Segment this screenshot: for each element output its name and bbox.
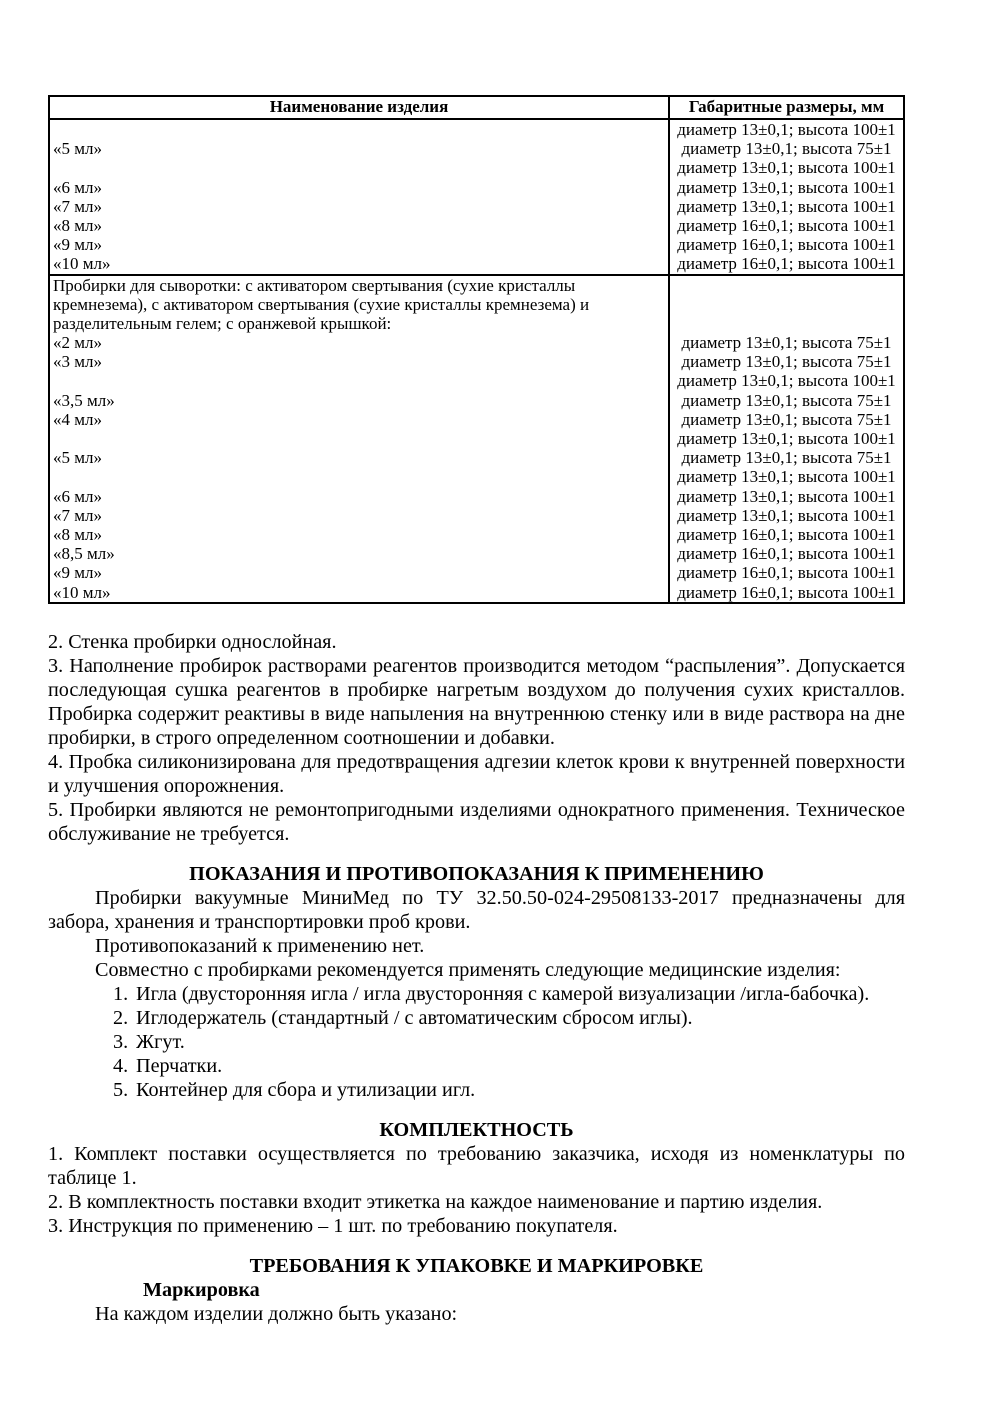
dimensions-cell	[668, 314, 903, 333]
dimensions-cell: диаметр 16±0,1; высота 100±1	[668, 544, 903, 563]
dimensions-cell: диаметр 16±0,1; высота 100±1	[668, 235, 903, 254]
dimensions-cell: диаметр 13±0,1; высота 100±1	[668, 467, 903, 486]
document-body	[48, 630, 905, 1326]
dimensions-cell: диаметр 13±0,1; высота 100±1	[668, 506, 903, 525]
list-item-number: 2.	[113, 1006, 129, 1029]
list-item-number: 5.	[113, 1078, 129, 1101]
product-name-cell: «10 мл»	[53, 254, 111, 274]
product-name-cell: «6 мл»	[53, 486, 102, 506]
category-text-cell: Пробирки для сыворотки: с активатором свертывания (сухие кристаллы	[53, 275, 576, 295]
table-row	[50, 235, 903, 254]
product-name-cell: «10 мл»	[53, 582, 111, 602]
product-name-cell: «3,5 мл»	[53, 390, 115, 410]
table-row	[50, 216, 903, 235]
indications-paragraph-recommended: Совместно с пробирками рекомендуется применять следующие медицинские изделия:	[95, 958, 841, 981]
paragraph: 5. Пробирки являются не ремонтопригодными изделиями однократного применения. Техническое обслуживание не требуется.	[48, 798, 905, 845]
table-row	[50, 295, 903, 314]
column-header-dimensions: Габаритные размеры, мм	[668, 97, 903, 118]
product-name-cell: «2 мл»	[53, 333, 102, 353]
table-row	[50, 371, 903, 390]
list-item-number: 4.	[113, 1054, 129, 1077]
section-title-indications: ПОКАЗАНИЯ И ПРОТИВОПОКАЗАНИЯ К ПРИМЕНЕНИЮ	[189, 862, 764, 885]
numbered-paragraphs	[48, 630, 905, 846]
product-name-cell: «6 мл»	[53, 177, 102, 197]
list-item-text: Игла (двусторонняя игла / игла двусторонняя с камерой визуализации /игла-бабочка).	[136, 982, 870, 1005]
table-row	[50, 120, 903, 139]
product-name-cell: «9 мл»	[53, 235, 102, 255]
dimensions-cell: диаметр 13±0,1; высота 100±1	[668, 120, 903, 139]
dimensions-cell: диаметр 13±0,1; высота 100±1	[668, 371, 903, 390]
table-row	[50, 448, 903, 467]
dimensions-cell: диаметр 16±0,1; высота 100±1	[668, 254, 903, 273]
list-item-number: 1.	[113, 982, 129, 1005]
dimensions-cell: диаметр 16±0,1; высота 100±1	[668, 563, 903, 582]
dimensions-cell: диаметр 13±0,1; высота 100±1	[668, 487, 903, 506]
marking-lead-paragraph: На каждом изделии должно быть указано:	[95, 1302, 458, 1325]
paragraph: 1. Комплект поставки осуществляется по требованию заказчика, исходя из номенклатуры по таблице 1.	[48, 1142, 905, 1189]
product-size-table	[48, 95, 905, 604]
dimensions-cell	[668, 295, 903, 314]
table-row	[50, 178, 903, 197]
table-row	[50, 158, 903, 177]
table-row	[50, 506, 903, 525]
indications-paragraph-contra: Противопоказаний к применению нет.	[95, 934, 425, 957]
list-item	[113, 1054, 905, 1078]
dimensions-cell	[668, 276, 903, 295]
table-row	[50, 429, 903, 448]
dimensions-cell: диаметр 13±0,1; высота 100±1	[668, 178, 903, 197]
table-row	[50, 525, 903, 544]
indications-paragraph-purpose: Пробирки вакуумные МиниМед по ТУ 32.50.50-024-29508133-2017 предназначены для забора, хранения и транспортировки проб крови.	[48, 886, 905, 933]
product-name-cell: «5 мл»	[53, 139, 102, 159]
dimensions-cell: диаметр 16±0,1; высота 100±1	[668, 583, 903, 602]
table-row	[50, 333, 903, 352]
product-name-cell: «5 мл»	[53, 448, 102, 468]
dimensions-cell: диаметр 16±0,1; высота 100±1	[668, 216, 903, 235]
paragraph: 2. Стенка пробирки однослойная.	[48, 630, 337, 653]
document-page	[48, 95, 905, 1326]
product-name-cell	[50, 467, 668, 486]
table-row	[50, 254, 903, 273]
product-name-cell: «8 мл»	[53, 215, 102, 235]
dimensions-cell: диаметр 13±0,1; высота 100±1	[668, 429, 903, 448]
dimensions-cell: диаметр 13±0,1; высота 75±1	[668, 448, 903, 467]
list-item-text: Жгут.	[136, 1030, 185, 1053]
list-item	[113, 1006, 905, 1030]
paragraph: 4. Пробка силиконизирована для предотвращения адгезии клеток крови к внутренней поверхности и улучшения опорожнения.	[48, 750, 905, 797]
product-name-cell: «4 мл»	[53, 409, 102, 429]
serum-rows	[50, 333, 903, 602]
dimensions-cell: диаметр 13±0,1; высота 75±1	[668, 391, 903, 410]
table-row	[50, 197, 903, 216]
paragraph: 3. Наполнение пробирок растворами реагентов производится методом “распыления”. Допускается последующая сушка реагентов в пробирке нагретым воздухом до получения сухих кристаллов. Пробирка содержит реактивы в виде напыления на внутреннюю стенку или в виде раствора на дне пробирки, в строго определенном соотношении и добавки.	[48, 654, 905, 749]
table-row	[50, 410, 903, 429]
list-item	[113, 982, 905, 1006]
section-title-packaging: ТРЕБОВАНИЯ К УПАКОВКЕ И МАРКИРОВКЕ	[249, 1254, 704, 1277]
table-row	[50, 487, 903, 506]
table-row	[50, 563, 903, 582]
product-name-cell: «8,5 мл»	[53, 544, 115, 564]
product-name-cell	[50, 158, 668, 177]
table-header-row	[50, 97, 903, 120]
dimensions-cell: диаметр 13±0,1; высота 100±1	[668, 158, 903, 177]
product-name-cell: «8 мл»	[53, 524, 102, 544]
paragraph: 2. В комплектность поставки входит этикетка на каждое наименование и партию изделия.	[48, 1190, 823, 1213]
dimensions-cell: диаметр 13±0,1; высота 100±1	[668, 197, 903, 216]
dimensions-cell: диаметр 16±0,1; высота 100±1	[668, 525, 903, 544]
product-name-cell: «3 мл»	[53, 352, 102, 372]
product-name-cell: «7 мл»	[53, 196, 102, 216]
dimensions-cell: диаметр 13±0,1; высота 75±1	[668, 333, 903, 352]
table-row	[50, 139, 903, 158]
table-section-1	[50, 120, 903, 276]
column-header-product-name: Наименование изделия	[269, 97, 449, 116]
table-row	[50, 467, 903, 486]
product-name-cell	[50, 429, 668, 448]
category-text-cell: разделительным гелем; с оранжевой крышкой:	[53, 313, 392, 333]
table-row	[50, 276, 903, 295]
serum-category-description	[50, 276, 903, 334]
table-row	[50, 544, 903, 563]
table-row	[50, 352, 903, 371]
dimensions-cell: диаметр 13±0,1; высота 75±1	[668, 352, 903, 371]
recommended-devices-list	[48, 982, 905, 1102]
product-name-cell: «9 мл»	[53, 563, 102, 583]
product-name-cell	[50, 371, 668, 390]
section-title-completeness: КОМПЛЕКТНОСТЬ	[379, 1118, 574, 1141]
list-item-text: Контейнер для сбора и утилизации игл.	[136, 1078, 476, 1101]
list-item	[113, 1030, 905, 1054]
table-row	[50, 314, 903, 333]
dimensions-cell: диаметр 13±0,1; высота 75±1	[668, 139, 903, 158]
list-item-number: 3.	[113, 1030, 129, 1053]
table-section-serum	[50, 276, 903, 602]
product-name-cell	[50, 120, 668, 139]
subsection-title-marking: Маркировка	[143, 1278, 260, 1301]
table-row	[50, 583, 903, 602]
product-name-cell: «7 мл»	[53, 505, 102, 525]
paragraph: 3. Инструкция по применению – 1 шт. по требованию покупателя.	[48, 1214, 618, 1237]
dimensions-cell: диаметр 13±0,1; высота 75±1	[668, 410, 903, 429]
list-item	[113, 1078, 905, 1102]
completeness-items	[48, 1142, 905, 1238]
table-row	[50, 391, 903, 410]
list-item-text: Иглодержатель (стандартный / с автоматическим сбросом иглы).	[136, 1006, 693, 1029]
list-item-text: Перчатки.	[136, 1054, 223, 1077]
category-text-cell: кремнезема), с активатором свертывания (сухие кристаллы кремнезема) и	[53, 294, 590, 314]
